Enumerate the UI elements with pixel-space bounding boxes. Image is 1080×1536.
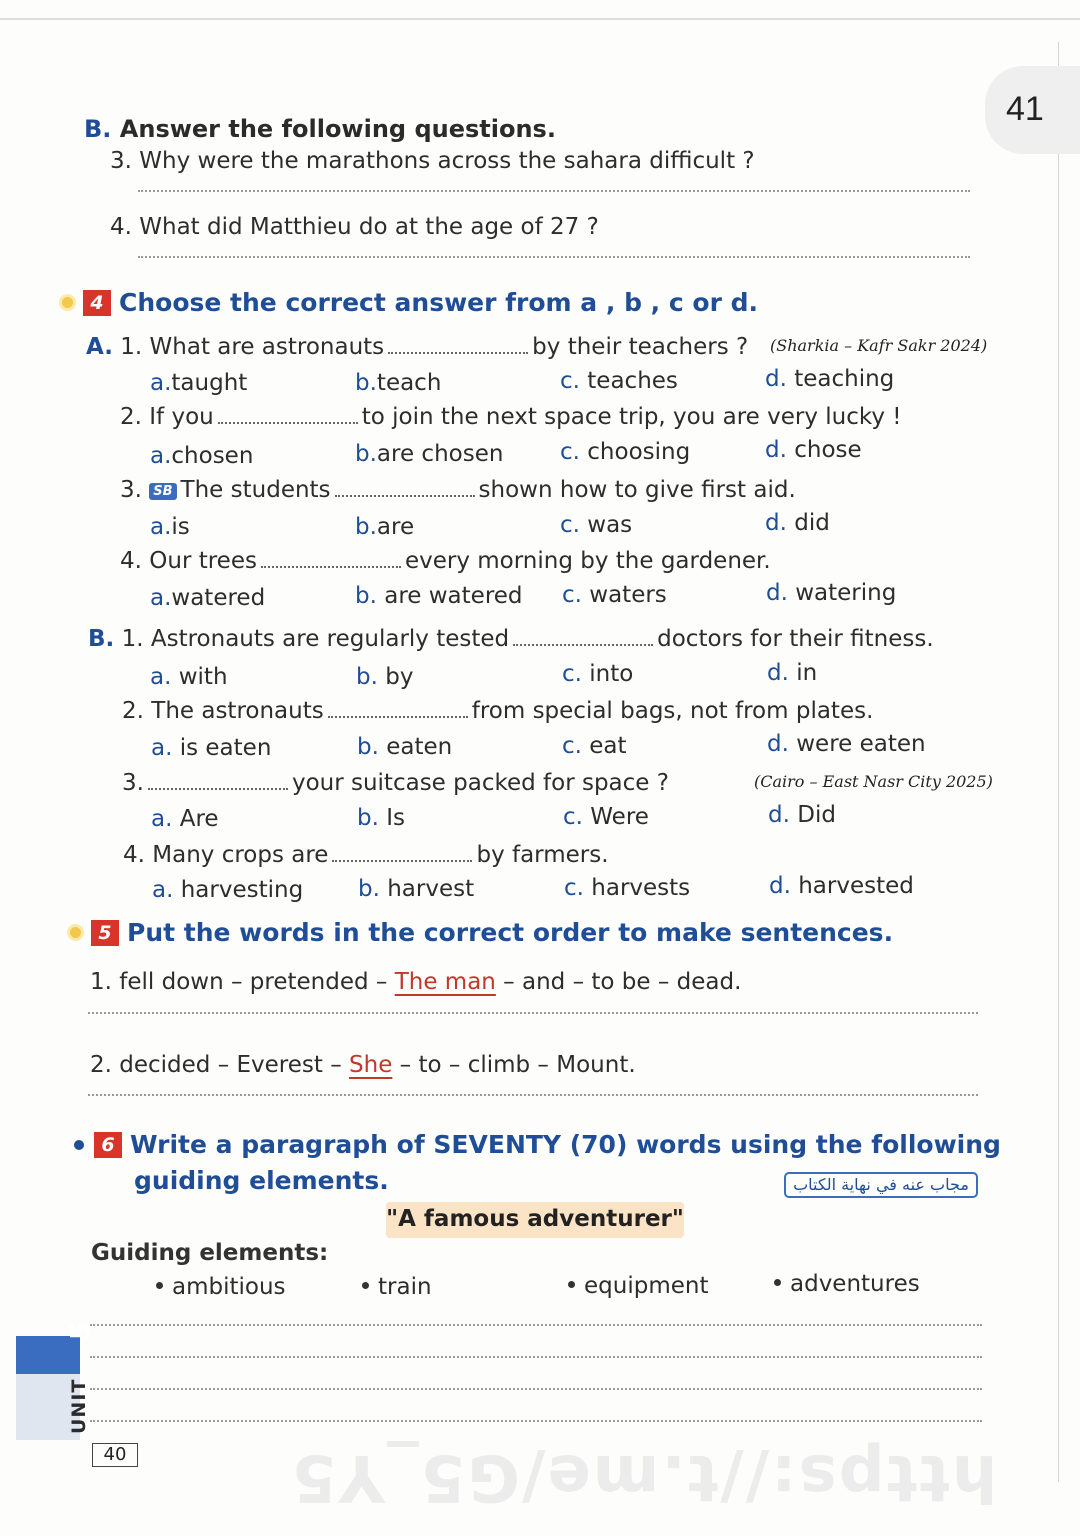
question-source: (Sharkia – Kafr Sakr 2024) xyxy=(770,336,988,355)
question-b2: 2. The astronauts from special bags, not from plates. xyxy=(122,698,874,724)
question-b3: 3. Why were the marathons across the sahara difficult ? xyxy=(110,148,755,174)
bullet-icon xyxy=(70,927,81,938)
guide-element: equipment xyxy=(568,1273,708,1299)
blank[interactable] xyxy=(332,860,472,862)
option-c[interactable]: c. choosing xyxy=(560,439,691,465)
question-a4: 4. Our trees every morning by the gardener. xyxy=(120,548,771,574)
blank[interactable] xyxy=(328,716,468,718)
option-c[interactable]: c. harvests xyxy=(564,875,691,901)
question-a2: 2. If you to join the next space trip, you are very lucky ! xyxy=(120,404,902,430)
blank[interactable] xyxy=(261,566,401,568)
option-d[interactable]: d. teaching xyxy=(765,366,895,392)
option-d[interactable]: d. in xyxy=(767,660,818,686)
option-b[interactable]: b.teach xyxy=(355,370,442,396)
page-number-top: 41 xyxy=(1006,90,1044,128)
guide-element: ambitious xyxy=(156,1274,286,1300)
question-source: (Cairo – East Nasr City 2025) xyxy=(754,772,993,791)
blank[interactable] xyxy=(148,788,288,790)
option-c[interactable]: c. was xyxy=(560,512,633,538)
option-d[interactable]: d. did xyxy=(765,510,830,536)
option-a[interactable]: a. with xyxy=(150,664,228,690)
writing-line[interactable] xyxy=(90,1420,982,1422)
question-b4: 4. What did Matthieu do at the age of 27 ? xyxy=(110,214,599,240)
section-number-badge: 6 xyxy=(94,1132,122,1158)
bullet-icon xyxy=(774,1279,781,1286)
writing-line[interactable] xyxy=(90,1356,982,1358)
unit-number: 5 xyxy=(66,1321,96,1340)
bullet-icon xyxy=(62,297,73,308)
bullet-icon xyxy=(568,1281,575,1288)
unit-tab xyxy=(16,1321,96,1440)
page-edge xyxy=(1058,42,1059,1482)
question-b1: B. 1. Astronauts are regularly tested doctors for their fitness. xyxy=(88,626,934,652)
bullet-icon xyxy=(74,1140,84,1150)
option-c[interactable]: c. teaches xyxy=(560,368,678,394)
option-a[interactable]: a.chosen xyxy=(150,443,254,469)
section-4-title: 4 Choose the correct answer from a , b , c or d. xyxy=(62,288,758,317)
writing-line[interactable] xyxy=(90,1388,982,1390)
option-a[interactable]: a.is xyxy=(150,514,190,540)
top-divider xyxy=(0,18,1080,20)
option-d[interactable]: d. were eaten xyxy=(767,731,926,757)
answer-line-b3[interactable] xyxy=(138,190,970,192)
option-a[interactable]: a. Are xyxy=(151,806,219,832)
answer-line-reorder-2[interactable] xyxy=(88,1094,978,1096)
watermark: https://t.me/G5_Y5 xyxy=(290,1440,998,1514)
option-a[interactable]: a. is eaten xyxy=(151,735,272,761)
option-b[interactable]: b. eaten xyxy=(357,734,453,760)
guide-element: train xyxy=(362,1274,432,1300)
question-b3-mcq: 3. your suitcase packed for space ? xyxy=(122,770,669,796)
guide-element: adventures xyxy=(774,1271,920,1297)
bullet-icon xyxy=(156,1282,163,1289)
question-b4-mcq: 4. Many crops are by farmers. xyxy=(123,842,609,868)
option-c[interactable]: c. eat xyxy=(562,733,627,759)
section-b-heading xyxy=(84,115,556,143)
option-b[interactable]: b. Is xyxy=(357,805,406,831)
student-book-badge: SB xyxy=(149,483,176,500)
option-b[interactable]: b.are chosen xyxy=(355,441,504,467)
option-d[interactable]: d. chose xyxy=(765,437,862,463)
option-b[interactable]: b. by xyxy=(356,664,414,690)
section-b-letter: B. xyxy=(84,115,112,143)
unit-label: UNIT xyxy=(68,1378,90,1434)
option-b[interactable]: b.are xyxy=(355,514,415,540)
highlight-word: She xyxy=(349,1052,393,1078)
option-d[interactable]: d. harvested xyxy=(769,873,914,899)
section-number-badge: 5 xyxy=(91,920,119,946)
section-b-title: Answer the following questions. xyxy=(119,115,556,143)
option-b[interactable]: b. are watered xyxy=(355,583,523,609)
answer-line-b4[interactable] xyxy=(138,256,970,258)
section-6-title-line2: guiding elements. xyxy=(134,1166,389,1195)
option-c[interactable]: c. Were xyxy=(563,804,649,830)
option-a[interactable]: a.taught xyxy=(150,370,248,396)
blank[interactable] xyxy=(218,422,358,424)
blank[interactable] xyxy=(388,352,528,354)
option-c[interactable]: c. waters xyxy=(562,582,667,608)
section-5-title: 5 Put the words in the correct order to make sentences. xyxy=(70,918,893,947)
question-a1: A. 1. What are astronauts by their teachers ? xyxy=(86,334,749,360)
option-a[interactable]: a.watered xyxy=(150,585,266,611)
option-b[interactable]: b. harvest xyxy=(358,876,475,902)
option-d[interactable]: d. watering xyxy=(766,580,897,606)
option-a[interactable]: a. harvesting xyxy=(152,877,304,903)
reorder-item-1: 1. fell down – pretended – The man – and – to be – dead. xyxy=(90,969,742,995)
answer-line-reorder-1[interactable] xyxy=(88,1012,978,1014)
highlight-word: The man xyxy=(394,969,496,995)
answer-key-note: مجاب عنه في نهاية الكتاب xyxy=(784,1172,978,1198)
section-6-title: 6 Write a paragraph of SEVENTY (70) words using the following xyxy=(74,1130,1001,1159)
reorder-item-2: 2. decided – Everest – She – to – climb – Mount. xyxy=(90,1052,636,1078)
option-c[interactable]: c. into xyxy=(562,661,634,687)
bullet-icon xyxy=(362,1282,369,1289)
option-d[interactable]: d. Did xyxy=(768,802,836,828)
page-number-bottom: 40 xyxy=(92,1443,138,1467)
blank[interactable] xyxy=(335,495,475,497)
guiding-label: Guiding elements: xyxy=(91,1240,329,1266)
writing-line[interactable] xyxy=(90,1324,982,1326)
blank[interactable] xyxy=(513,644,653,646)
question-a3: 3. SB The students shown how to give first aid. xyxy=(120,477,796,503)
paragraph-topic: "A famous adventurer" xyxy=(386,1202,684,1238)
section-number-badge: 4 xyxy=(83,290,111,316)
